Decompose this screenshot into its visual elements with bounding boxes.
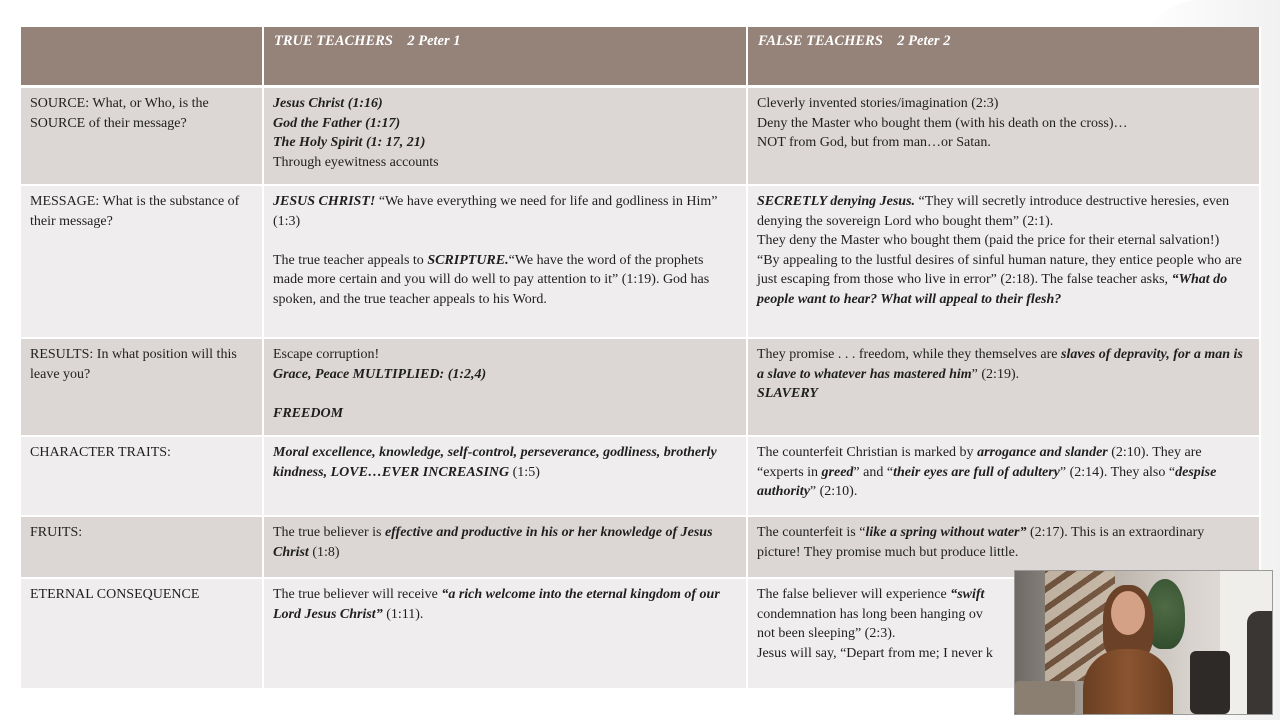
fruits-false-text: The counterfeit is “ xyxy=(757,525,866,540)
traits-false-emphasis: despise authority xyxy=(757,464,1217,499)
results-label: RESULTS: In what position will this leave you? xyxy=(21,338,263,436)
traits-false-text: ” (2:10). xyxy=(809,484,858,499)
source-false xyxy=(747,87,1260,186)
results-false xyxy=(747,338,1260,436)
results-false-text: ” (2:19). xyxy=(971,366,1020,382)
true-teachers-ref: 2 Peter 1 xyxy=(407,33,461,49)
eternal-false-text: condemnation has long been hanging ov xyxy=(757,606,983,622)
presenter-body xyxy=(1083,649,1173,714)
header-corner xyxy=(21,27,263,87)
traits-true-text: (1:5) xyxy=(509,464,540,480)
header-false-teachers xyxy=(747,27,1260,87)
source-false-line: Deny the Master who bought them (with his death on the cross)… xyxy=(757,115,1128,131)
source-false-line: Cleverly invented stories/imagination (2:3) xyxy=(757,96,999,111)
source-label: SOURCE: What, or Who, is the SOURCE of their message? xyxy=(21,87,263,186)
fruits-true-text: The true believer is xyxy=(273,525,385,540)
message-true xyxy=(263,185,747,338)
message-false-emphasis: SECRETLY denying Jesus. xyxy=(757,194,916,209)
traits-true-emphasis: Moral excellence, knowledge, self-control, perseverance, godliness, brotherly kindness, LOVE…EVER INCREASING xyxy=(273,445,717,480)
traits-label: CHARACTER TRAITS: xyxy=(21,436,263,516)
traits-false xyxy=(747,436,1260,516)
second-person-partial xyxy=(1247,611,1272,714)
source-true-line: Through eyewitness accounts xyxy=(273,154,439,170)
header-row xyxy=(21,27,1260,87)
results-true-text: Escape corruption! xyxy=(273,347,380,362)
message-true-text: “We have everything we need for life and godliness in Him” (1:3) xyxy=(273,194,718,229)
fruits-false-emphasis: like a spring without water” xyxy=(865,525,1027,540)
message-false-emphasis: “What do people want to hear? What will appeal to their flesh? xyxy=(757,272,1228,307)
paragraph-gap xyxy=(273,231,736,251)
paragraph-gap xyxy=(273,384,736,404)
row-source xyxy=(21,87,1260,186)
results-true-emphasis: FREEDOM xyxy=(273,405,344,421)
message-label: MESSAGE: What is the substance of their message? xyxy=(21,185,263,338)
eternal-false-text: Jesus will say, “Depart from me; I never k xyxy=(757,645,993,661)
true-teachers-title: TRUE TEACHERS xyxy=(274,33,393,49)
results-false-emphasis: slaves of depravity, for a man is a slave to whatever has mastered him xyxy=(757,347,1243,382)
traits-false-text: The counterfeit Christian is marked by xyxy=(757,445,978,460)
row-message xyxy=(21,185,1260,338)
traits-false-text: ” (2:14). They also “ xyxy=(1059,464,1176,480)
eternal-true-text: The true believer will receive xyxy=(273,587,442,602)
fruits-false-text: (2:17). This is an extraordinary picture! They promise much but produce little. xyxy=(757,525,1205,560)
eternal-false-text: The false believer will experience xyxy=(757,587,951,602)
message-true-text: “We have the word of the prophets made more certain and you will do well to pay attention to it” (1:19). God has spoken, and the true teacher appeals to his Word. xyxy=(273,252,710,307)
row-results xyxy=(21,338,1260,436)
source-true-line: The Holy Spirit (1: 17, 21) xyxy=(273,135,426,150)
eternal-false-emphasis: “swift xyxy=(950,587,985,602)
fruits-label: FRUITS: xyxy=(21,516,263,578)
source-true-line: Jesus Christ (1:16) xyxy=(273,96,383,111)
message-true-emphasis: SCRIPTURE. xyxy=(427,252,509,268)
fruits-true-emphasis: effective and productive in his or her knowledge of Jesus Christ xyxy=(273,525,713,560)
message-true-text: The true teacher appeals to xyxy=(273,252,428,268)
eternal-true-emphasis: “a rich welcome into the eternal kingdom of our Lord Jesus Christ” xyxy=(273,587,720,622)
row-fruits xyxy=(21,516,1260,578)
traits-false-emphasis: their eyes are full of adultery xyxy=(893,464,1060,480)
results-false-text: They promise . . . freedom, while they themselves are xyxy=(757,347,1062,362)
traits-false-text: ” and “ xyxy=(853,464,894,480)
eternal-true-text: (1:11). xyxy=(382,606,424,622)
source-true-line: God the Father (1:17) xyxy=(273,115,401,131)
fruits-true xyxy=(263,516,747,578)
message-false-text: “By appealing to the lustful desires of sinful human nature, they entice people who are just escaping from those who live in error” (2:18). The false teacher asks, xyxy=(757,252,1242,287)
fruits-false xyxy=(747,516,1260,578)
false-teachers-title: FALSE TEACHERS xyxy=(758,33,883,49)
webcam-video-overlay[interactable] xyxy=(1015,571,1272,714)
traits-false-text: (2:10). They are “experts in xyxy=(757,445,1202,480)
message-false-text: “They will secretly introduce destructive heresies, even denying the sovereign Lord who bought them” (2:1). xyxy=(757,194,1230,229)
eternal-true xyxy=(263,578,747,689)
fruits-true-text: (1:8) xyxy=(308,544,340,560)
message-false xyxy=(747,185,1260,338)
false-teachers-ref: 2 Peter 2 xyxy=(897,33,951,49)
message-true-emphasis: JESUS CHRIST! xyxy=(273,194,376,209)
header-true-teachers xyxy=(263,27,747,87)
message-false-text: They deny the Master who bought them (paid the price for their eternal salvation!) xyxy=(757,233,1220,248)
results-true xyxy=(263,338,747,436)
source-false-line: NOT from God, but from man…or Satan. xyxy=(757,135,991,150)
video-table xyxy=(1015,681,1075,714)
results-false-emphasis: SLAVERY xyxy=(757,386,818,401)
traits-true xyxy=(263,436,747,516)
eternal-false-text: not been sleeping” (2:3). xyxy=(757,626,896,641)
presenter-face xyxy=(1111,591,1145,635)
video-chair xyxy=(1190,651,1230,714)
row-character-traits xyxy=(21,436,1260,516)
results-true-emphasis: Grace, Peace MULTIPLIED: (1:2,4) xyxy=(273,366,487,382)
traits-false-emphasis: arrogance and slander xyxy=(977,445,1108,460)
source-true xyxy=(263,87,747,186)
traits-false-emphasis: greed xyxy=(821,464,854,480)
eternal-label: ETERNAL CONSEQUENCE xyxy=(21,578,263,689)
